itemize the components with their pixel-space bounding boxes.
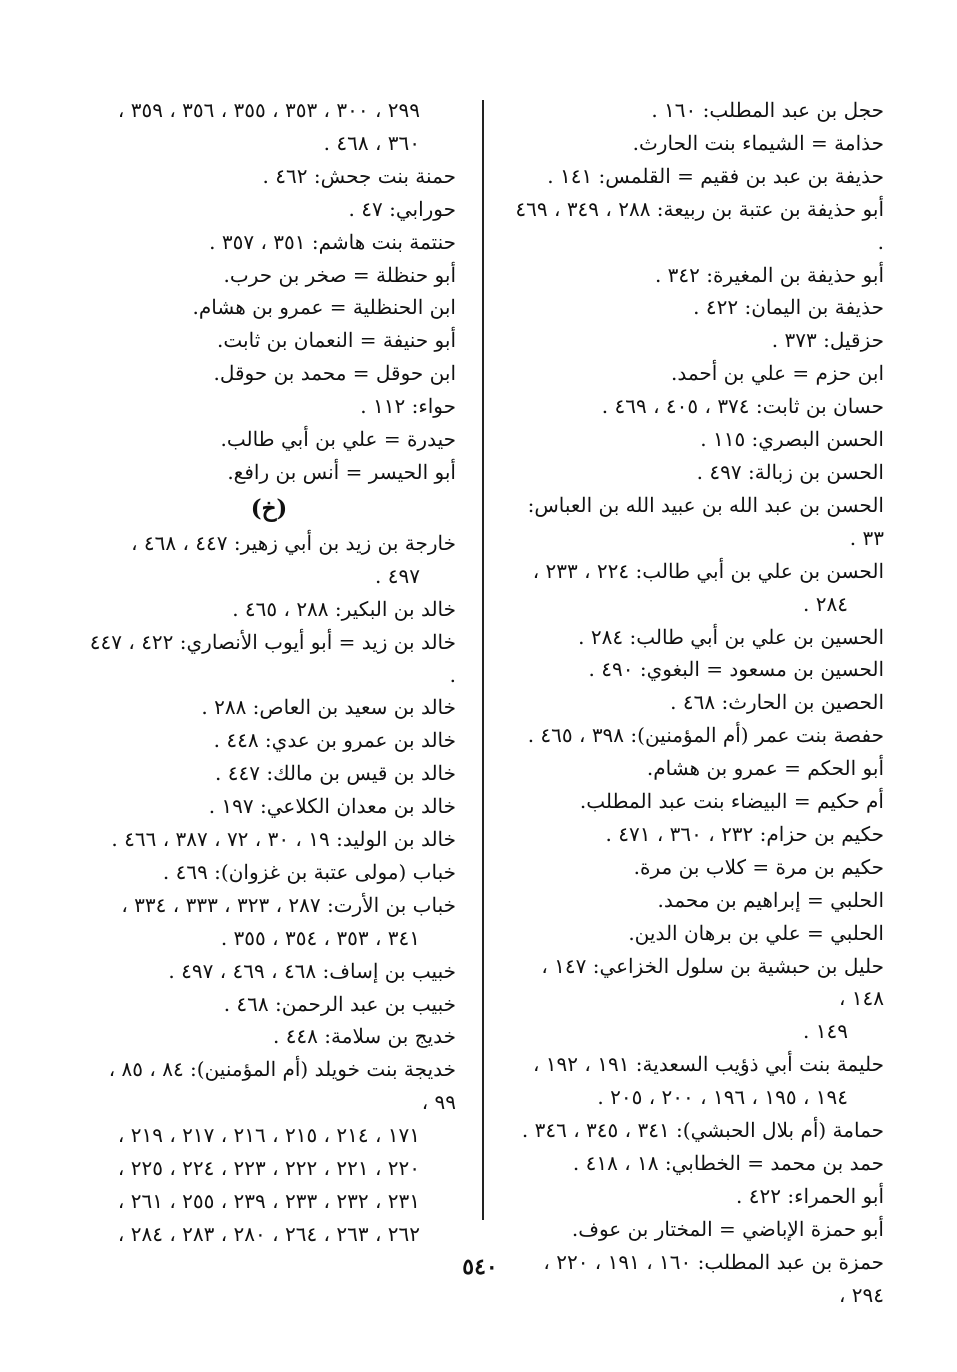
entry-text: حمامة (أم بلال الحبشي): ٣٤١ ، ٣٤٥ ، ٣٤٦ . <box>521 1118 884 1143</box>
index-entry <box>512 621 884 654</box>
index-entry <box>512 686 884 719</box>
index-entry <box>512 357 884 390</box>
entry-text: أبو الحيسر = أنس بن رافع. <box>227 459 456 484</box>
entry-text: خالد بن قيس بن مالك: ٤٤٧ . <box>215 761 456 786</box>
entry-text: خارجة بن زيد بن أبي زهير: ٤٤٧ ، ٤٦٨ ، <box>131 530 456 555</box>
entry-text: خديج بن سلامة: ٤٤٨ . <box>272 1024 456 1049</box>
entry-text: الحسين بن مسعود = البغوي: ٤٩٠ . <box>588 657 884 682</box>
entry-text: خالد بن سعيد بن العاص: ٢٨٨ . <box>201 695 456 720</box>
entry-text: الحسن بن عبد الله بن عبيد الله بن العباس: ٣٣ . <box>527 492 884 550</box>
index-entry <box>82 1020 456 1053</box>
index-entry <box>512 851 884 884</box>
entry-text: حيدرة = علي بن أبي طالب. <box>220 427 456 452</box>
index-entry <box>82 691 456 724</box>
index-entry <box>82 823 456 856</box>
entry-text: ابن الحنظلية = عمرو بن هشام. <box>192 295 456 320</box>
entry-text: حليل بن حبشية بن سلول الخزاعي: ١٤٧ ، ١٤٨ ، <box>541 953 884 1011</box>
entry-text: الحلبي = إبراهيم بن محمد. <box>657 887 884 912</box>
index-entry <box>82 127 456 160</box>
right-column <box>512 94 884 1312</box>
index-entry <box>82 593 456 626</box>
entry-text: حجل بن عبد المطلب: ١٦٠ . <box>651 98 884 122</box>
entry-text: حذامة = الشيماء بنت الحارث. <box>632 130 884 155</box>
entry-text: خالد بن البكير: ٢٨٨ ، ٤٦٥ . <box>232 596 456 621</box>
entry-text: خالد بن عمرو بن عدي: ٤٤٨ . <box>213 728 456 753</box>
index-entry <box>512 324 884 357</box>
section-header-kha: (خ) <box>250 494 288 522</box>
entry-text: ١٧١ ، ٢١٤ ، ٢١٥ ، ٢١٦ ، ٢١٧ ، ٢١٩ ، <box>117 1123 420 1148</box>
index-entry <box>512 489 884 555</box>
entry-text: ٢٢٠ ، ٢٢١ ، ٢٢٢ ، ٢٢٣ ، ٢٢٤ ، ٢٢٥ ، <box>117 1156 420 1181</box>
index-entry <box>512 193 884 259</box>
index-entry <box>82 423 456 456</box>
entry-text: خباب (مولى عتبة بن غزوان): ٤٦٩ . <box>162 859 456 884</box>
index-entry <box>82 456 456 489</box>
entry-text: ٣٦٠ ، ٤٦٨ . <box>323 130 420 155</box>
entry-text: حمد بن محمد = الخطابي: ١٨ ، ٤١٨ . <box>572 1151 884 1175</box>
entry-text: حمنة بنت جحش: ٤٦٢ . <box>262 163 456 188</box>
index-entry <box>512 127 884 160</box>
entry-text: أبو حمزة الإباضي = المختار بن عوف. <box>571 1216 884 1241</box>
entry-text: الحسن البصري: ١١٥ . <box>700 427 884 452</box>
index-entry <box>82 527 456 593</box>
index-entry <box>82 1152 456 1185</box>
entry-continuation: ١٤٩ . <box>803 1019 848 1044</box>
index-entry <box>512 950 884 1049</box>
page-number: ٥٤٠ <box>462 1254 498 1280</box>
index-entry <box>512 1180 884 1213</box>
entry-text: خباب بن الأرت: ٢٨٧ ، ٣٢٣ ، ٣٣٣ ، ٣٣٤ ، <box>121 892 456 917</box>
entry-text: خالد بن زيد = أبو أيوب الأنصاري: ٤٢٢ ، ٤٤٧ . <box>89 629 456 687</box>
index-entry <box>512 555 884 621</box>
entry-text: خديجة بنت خويلد (أم المؤمنين): ٨٤ ، ٨٥ ، ٩٩ ، <box>108 1057 456 1115</box>
entry-text: أبو حنيفة = النعمان بن ثابت. <box>217 328 456 353</box>
entry-text: حليمة بنت أبي ذؤيب السعدية: ١٩١ ، ١٩٢ ، <box>532 1052 884 1077</box>
entry-text: الحلبي = علي بن برهان الدين. <box>628 920 884 945</box>
entry-text: حذيفة بن اليمان: ٤٢٢ . <box>693 295 884 320</box>
index-entry <box>82 856 456 889</box>
index-entry <box>82 988 456 1021</box>
index-entry <box>512 818 884 851</box>
index-entry <box>512 1147 884 1180</box>
entry-text: الحسن بن علي بن أبي طالب: ٢٢٤ ، ٢٣٣ ، <box>532 558 884 583</box>
entry-text: حزقيل: ٣٧٣ . <box>771 328 884 353</box>
index-entry <box>82 94 456 127</box>
index-entry <box>512 94 884 127</box>
entry-text: أبو حنظلة = صخر بن حرب. <box>223 262 456 287</box>
entry-text: الحسين بن علي بن أبي طالب: ٢٨٤ . <box>578 624 884 649</box>
entry-text: ٢٣١ ، ٢٣٢ ، ٢٣٣ ، ٢٣٩ ، ٢٥٥ ، ٢٦١ ، <box>117 1189 420 1213</box>
entry-continuation: ١٩٤ ، ١٩٥ ، ١٩٦ ، ٢٠٠ ، ٢٠٥ . <box>597 1085 848 1110</box>
entry-text: حكيم بن حزام: ٢٣٢ ، ٣٦٠ ، ٤٧١ . <box>605 821 884 846</box>
index-entry <box>82 1185 456 1218</box>
left-entries-after <box>82 527 456 1251</box>
index-entry <box>512 160 884 193</box>
left-entries-before <box>82 94 456 489</box>
entry-continuation: ٢٨٤ . <box>803 591 848 616</box>
index-entry <box>82 626 456 692</box>
entry-text: حذيفة بن عبد بن فقيم = القلمس: ١٤١ . <box>547 163 884 188</box>
index-entry <box>512 1114 884 1147</box>
entry-text: الحصين بن الحارث: ٤٦٨ . <box>670 690 884 715</box>
entry-text: أبو الحمراء: ٤٢٢ . <box>736 1183 884 1208</box>
entry-text: حفصة بنت عمر (أم المؤمنين): ٣٩٨ ، ٤٦٥ . <box>527 723 884 748</box>
entry-text: أم حكيم = البيضاء بنت عبد المطلب. <box>579 789 884 814</box>
index-entry <box>82 955 456 988</box>
index-entry <box>512 752 884 785</box>
entry-text: أبو الحكم = عمرو بن هشام. <box>646 756 884 781</box>
index-entry <box>82 357 456 390</box>
column-divider <box>482 100 484 1220</box>
entry-text: ابن حوقل = محمد بن حوقل. <box>213 361 456 386</box>
index-entry <box>82 160 456 193</box>
index-entry <box>512 917 884 950</box>
index-entry <box>82 1218 456 1251</box>
index-entry <box>512 719 884 752</box>
entry-text: حمزة بن عبد المطلب: ١٦٠ ، ١٩١ ، ٢٢٠ ، ٢٩٤ ، <box>543 1249 884 1307</box>
index-entry <box>82 724 456 757</box>
entry-text: أبو حذيفة بن المغيرة: ٣٤٢ . <box>654 262 884 287</box>
entry-text: ٢٦٢ ، ٢٦٣ ، ٢٦٤ ، ٢٨٠ ، ٢٨٣ ، ٢٨٤ ، <box>117 1221 420 1246</box>
entry-continuation: ٣٤١ ، ٣٥٣ ، ٣٥٤ ، ٣٥٥ . <box>220 925 420 950</box>
entry-text: حواء: ١١٢ . <box>360 394 456 419</box>
entry-text: خبيب بن عبد الرحمن: ٤٦٨ . <box>223 991 456 1016</box>
index-entry <box>82 226 456 259</box>
index-entry <box>82 757 456 790</box>
index-entry <box>82 291 456 324</box>
entry-text: ٢٩٩ ، ٣٠٠ ، ٣٥٣ ، ٣٥٥ ، ٣٥٦ ، ٣٥٩ ، <box>117 98 420 122</box>
left-column <box>82 94 456 1251</box>
entry-text: الحسن بن زبالة: ٤٩٧ . <box>696 459 884 484</box>
entry-text: حكيم بن مرة = كلاب بن مرة. <box>633 854 884 879</box>
index-entry <box>512 653 884 686</box>
index-entry <box>512 1246 884 1312</box>
index-entry <box>512 259 884 292</box>
entry-text: حورابي: ٤٧ . <box>348 196 456 221</box>
index-entry <box>512 785 884 818</box>
entry-text: حنتمة بنت هاشم: ٣٥١ ، ٣٥٧ . <box>209 229 456 254</box>
entry-continuation: ٤٩٧ . <box>375 563 420 588</box>
index-entry <box>82 889 456 955</box>
index-entry <box>512 884 884 917</box>
index-entry <box>512 456 884 489</box>
index-entry <box>512 291 884 324</box>
entry-text: خبيب بن إساف: ٤٦٨ ، ٤٦٩ ، ٤٩٧ . <box>168 958 456 983</box>
index-entry <box>82 390 456 423</box>
index-entry <box>512 390 884 423</box>
index-entry <box>512 1213 884 1246</box>
index-entry <box>82 790 456 823</box>
index-entry <box>512 423 884 456</box>
entry-text: ابن حزم = علي بن أحمد. <box>670 361 884 386</box>
index-entry <box>82 324 456 357</box>
index-entry <box>82 1119 456 1152</box>
entry-text: خالد بن معدان الكلاعي: ١٩٧ . <box>208 794 456 819</box>
index-entry <box>82 259 456 292</box>
index-entry <box>512 1048 884 1114</box>
entry-text: حسان بن ثابت: ٣٧٤ ، ٤٠٥ ، ٤٦٩ . <box>601 394 884 419</box>
entry-text: خالد بن الوليد: ١٩ ، ٣٠ ، ٧٢ ، ٣٨٧ ، ٤٦٦ . <box>111 827 456 852</box>
entry-text: أبو حذيفة بن عتبة بن ربيعة: ٢٨٨ ، ٣٤٩ ، ٤٦٩ . <box>515 196 884 254</box>
index-entry <box>82 193 456 226</box>
index-entry <box>82 1053 456 1119</box>
